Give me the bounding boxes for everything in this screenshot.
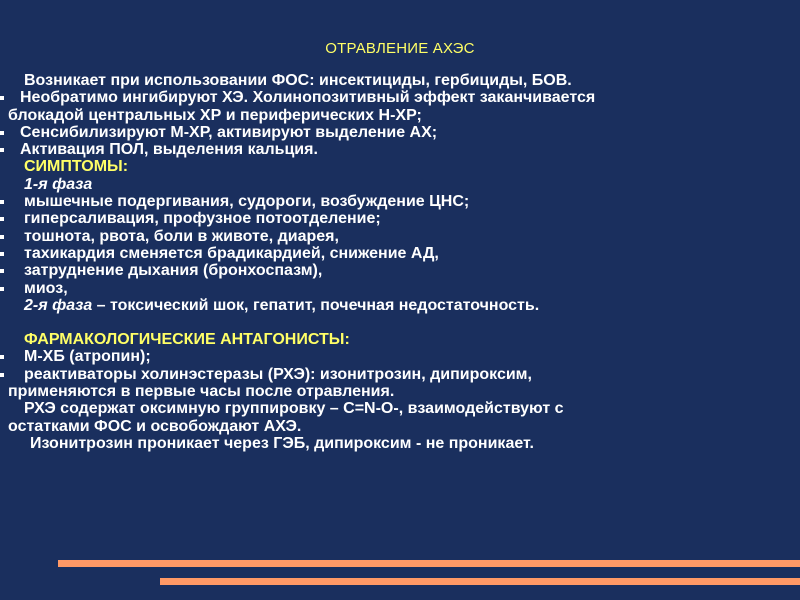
- text-line: Изонитрозин проникает через ГЭБ, дипироксим - не проникает.: [30, 434, 534, 452]
- bullet-item: гиперсаливация, профузное потоотделение;: [8, 210, 793, 227]
- bullet-item: миоз,: [8, 280, 793, 297]
- phase-label: 2-я фаза: [24, 296, 93, 314]
- text-line: РХЭ содержат оксимную группировку – C=N-O-, взаимодействуют с: [24, 400, 564, 418]
- bullet-item: М-ХБ (атропин);: [8, 348, 793, 365]
- text-line: блокадой центральных ХР и периферических Н-ХР;: [8, 106, 422, 124]
- text-line: Возникает при использовании ФОС: инсектициды, гербициды, БОВ.: [24, 72, 572, 89]
- decorative-strip-bottom: [160, 578, 800, 585]
- bullet-item: тахикардия сменяется брадикардией, снижение АД,: [8, 245, 793, 262]
- slide-body: [8, 72, 793, 452]
- bullet-item: Необратимо ингибируют ХЭ. Холинопозитивный эффект заканчивается: [8, 89, 793, 106]
- text-line: применяются в первые часы после отравления.: [8, 383, 395, 401]
- bullet-item: реактиваторы холинэстеразы (РХЭ): изонитрозин, дипироксим,: [8, 366, 793, 383]
- slide-title: ОТРАВЛЕНИЕ АХЭС: [325, 40, 475, 57]
- antagonists-heading: ФАРМАКОЛОГИЧЕСКИЕ АНТАГОНИСТЫ:: [24, 331, 350, 349]
- bullet-item: мышечные подергивания, судороги, возбуждение ЦНС;: [8, 193, 793, 210]
- decorative-strip-top: [58, 560, 800, 567]
- bullet-item: Сенсибилизируют М-ХР, активируют выделение АХ;: [8, 124, 793, 141]
- text-line: остатками ФОС и освобождают АХЭ.: [8, 417, 302, 435]
- bullet-item: затруднение дыхания (бронхоспазм),: [8, 262, 793, 279]
- bullet-item: тошнота, рвота, боли в животе, диарея,: [8, 228, 793, 245]
- phase-2-text: – токсический шок, гепатит, почечная недостаточность.: [92, 296, 540, 314]
- phase-2-line: [8, 297, 793, 314]
- phase-label: 1-я фаза: [24, 175, 93, 193]
- bullet-item: Активация ПОЛ, выделения кальция.: [8, 141, 793, 158]
- symptoms-heading: СИМПТОМЫ:: [24, 158, 129, 176]
